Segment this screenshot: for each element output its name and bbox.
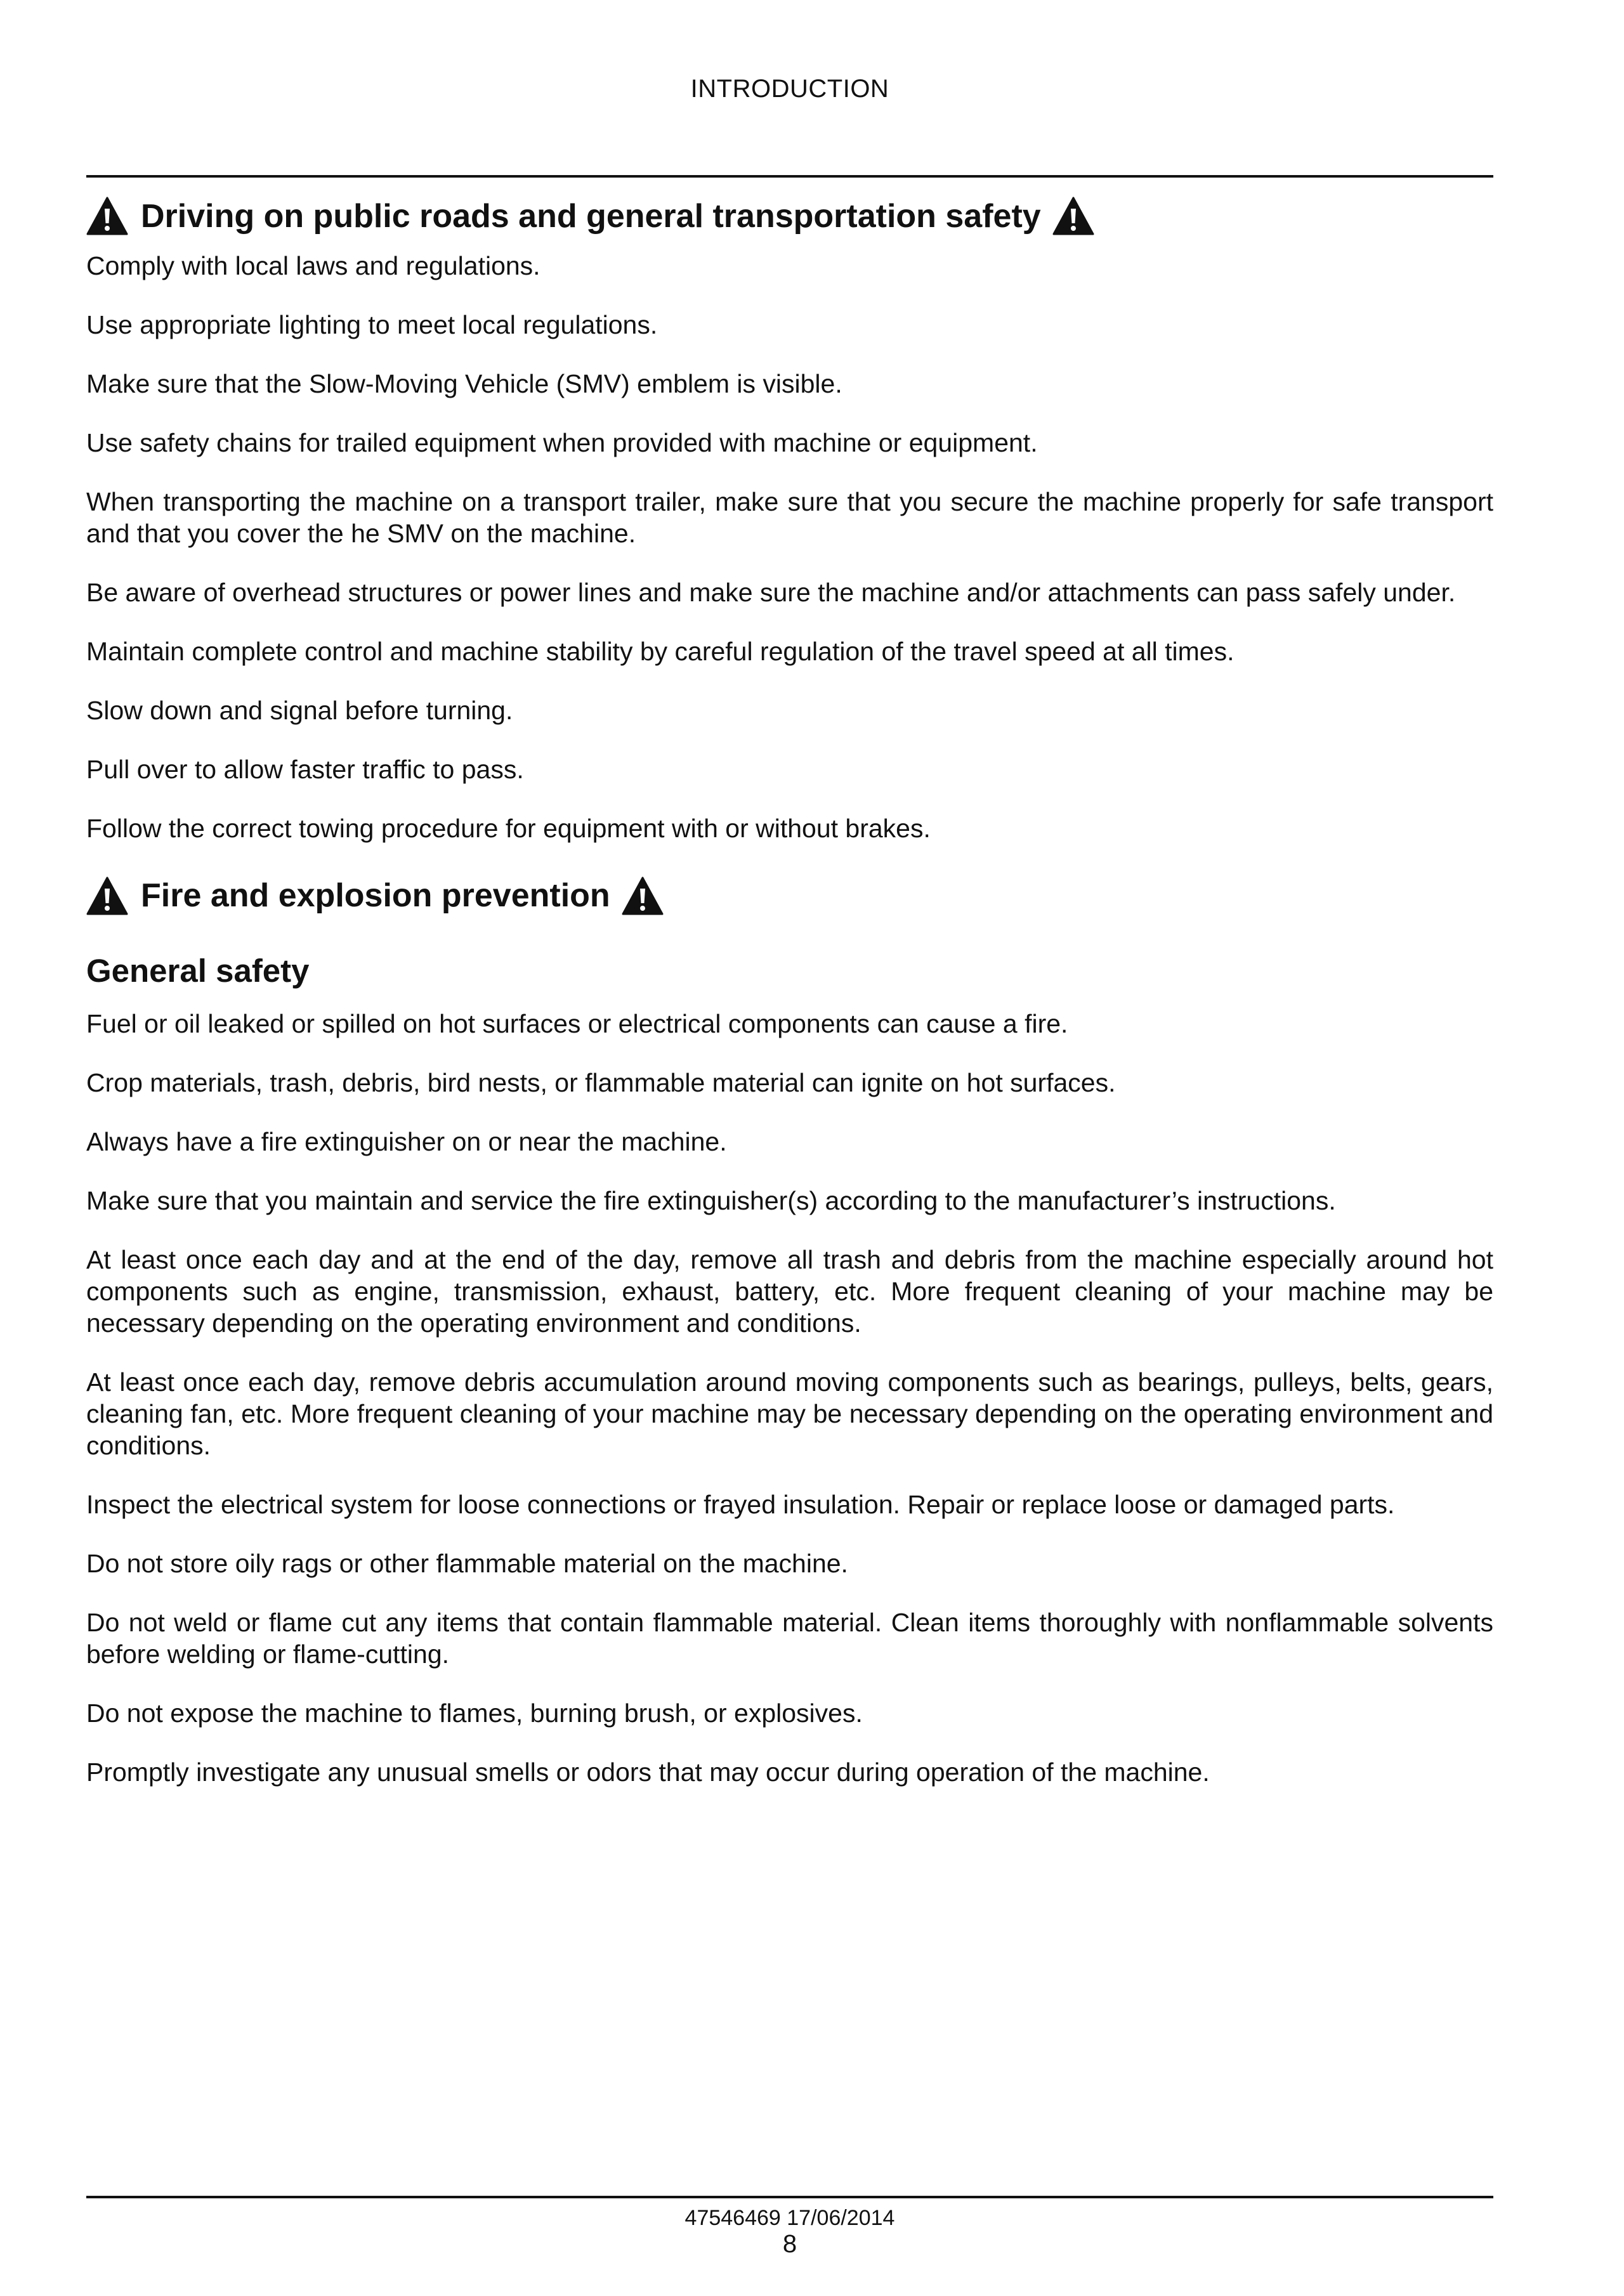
- running-header-title: INTRODUCTION: [690, 75, 889, 103]
- paragraph: Use safety chains for trailed equipment when provided with machine or equipment.: [86, 428, 1038, 458]
- section-title-fire: Fire and explosion prevention: [141, 877, 610, 915]
- paragraph: Comply with local laws and regulations.: [86, 251, 540, 281]
- paragraph: At least once each day, remove debris accumulation around moving components such as bearings, pulleys, belts, gears, cleaning fan, etc. More frequent cleaning of your machine may be necessary depending on the operating environment and conditions.: [86, 1367, 1493, 1460]
- paragraph: Be aware of overhead structures or power lines and make sure the machine and/or attachments can pass safely under.: [86, 578, 1456, 608]
- paragraph: Inspect the electrical system for loose connections or frayed insulation. Repair or replace loose or damaged parts.: [86, 1489, 1395, 1519]
- paragraph: Follow the correct towing procedure for equipment with or without brakes.: [86, 814, 931, 844]
- warning-triangle-icon: [86, 877, 128, 916]
- warning-triangle-icon: [86, 197, 128, 236]
- paragraph: Do not weld or flame cut any items that contain flammable material. Clean items thoroughly with nonflammable solvents before welding or flame-cutting.: [86, 1607, 1493, 1669]
- paragraph: At least once each day and at the end of the day, remove all trash and debris from the machine especially around hot components such as engine, transmission, exhaust, battery, etc. More frequent cleaning of your machine may be necessary depending on the operating environment and conditions.: [86, 1244, 1493, 1338]
- paragraph: When transporting the machine on a transport trailer, make sure that you secure the machine properly for safe transport and that you cover the he SMV on the machine.: [86, 487, 1493, 549]
- warning-triangle-icon: [1052, 197, 1094, 236]
- paragraph: Maintain complete control and machine stability by careful regulation of the travel speed at all times.: [86, 637, 1234, 667]
- footer-doc-id-date: 47546469 17/06/2014: [684, 2206, 895, 2230]
- driving-safety-list: [86, 250, 1493, 844]
- section-heading-driving: [86, 197, 1493, 236]
- paragraph: Fuel or oil leaked or spilled on hot surfaces or electrical components can cause a fire.: [86, 1008, 1068, 1038]
- paragraph: Crop materials, trash, debris, bird nests, or flammable material can ignite on hot surfaces.: [86, 1067, 1116, 1097]
- page-content: [86, 189, 1493, 1815]
- paragraph: Pull over to allow faster traffic to pass.: [86, 755, 524, 785]
- paragraph: Slow down and signal before turning.: [86, 696, 513, 726]
- paragraph: Use appropriate lighting to meet local regulations.: [86, 310, 658, 340]
- page-number: 8: [782, 2230, 797, 2258]
- paragraph: Promptly investigate any unusual smells or odors that may occur during operation of the machine.: [86, 1757, 1210, 1787]
- section-heading-fire: [86, 876, 1493, 915]
- section-title-driving: Driving on public roads and general transportation safety: [141, 198, 1041, 235]
- paragraph: Make sure that the Slow-Moving Vehicle (SMV) emblem is visible.: [86, 369, 842, 399]
- paragraph: Do not store oily rags or other flammable material on the machine.: [86, 1548, 848, 1578]
- footer-divider: [86, 2196, 1493, 2198]
- fire-safety-list: [86, 1008, 1493, 1788]
- paragraph: Always have a fire extinguisher on or near the machine.: [86, 1126, 727, 1156]
- paragraph: Make sure that you maintain and service the fire extinguisher(s) according to the manufacturer’s instructions.: [86, 1185, 1336, 1215]
- paragraph: Do not expose the machine to flames, burning brush, or explosives.: [86, 1698, 863, 1728]
- subsection-heading-general-safety: General safety: [86, 952, 310, 989]
- header-divider: [86, 175, 1493, 178]
- warning-triangle-icon: [622, 877, 664, 916]
